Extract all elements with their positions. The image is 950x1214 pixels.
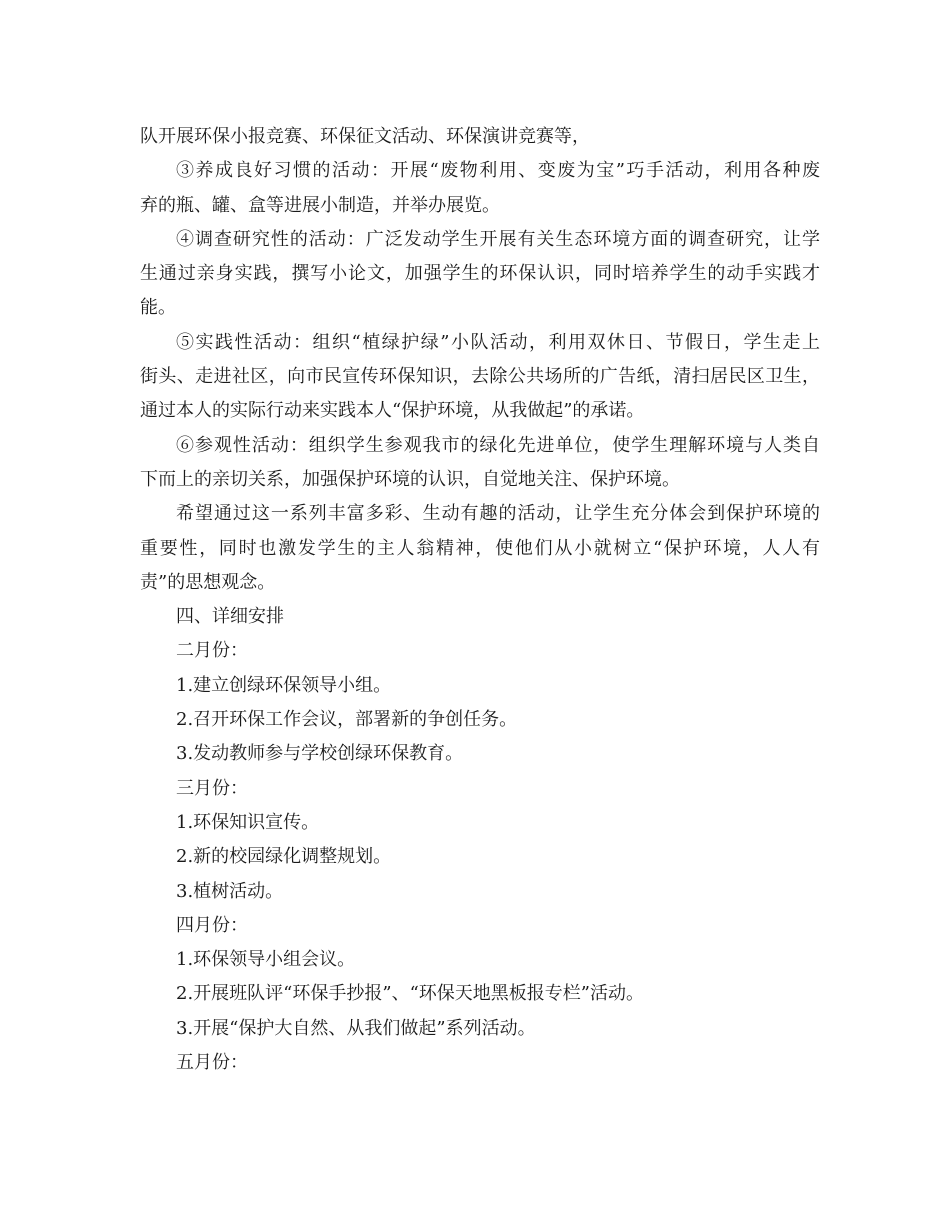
text-line: 下而上的亲切关系，加强保护环境的认识，自觉地关注、保护环境。 <box>140 468 680 490</box>
text-line: 队开展环保小报竞赛、环保征文活动、环保演讲竞赛等， <box>140 126 590 147</box>
text-line: ③养成良好习惯的活动：开展“废物利用、变废为宝”巧手活动，利用各种废 <box>176 160 820 182</box>
document-body <box>140 120 820 1080</box>
text-line: 希望通过这一系列丰富多彩、生动有趣的活动，让学生充分体会到保护环境的 <box>176 503 820 525</box>
text-line: 1.环保领导小组会议。 <box>176 949 356 971</box>
text-line: 2.开展班队评“环保手抄报”、“环保天地黑板报专栏”活动。 <box>176 983 644 1005</box>
text-line: 通过本人的实际行动来实践本人“保护环境，从我做起”的承诺。 <box>140 400 645 422</box>
text-line: 街头、走进社区，向市民宣传环保知识，去除公共场所的广告纸，清扫居民区卫生， <box>140 366 820 388</box>
text-line: 能。 <box>140 297 176 319</box>
text-line: 二月份： <box>176 640 248 662</box>
text-line: 三月份： <box>176 777 248 799</box>
text-line: 责”的思想观念。 <box>140 571 276 593</box>
text-line: 四、详细安排 <box>176 606 284 628</box>
text-line: ④调查研究性的活动：广泛发动学生开展有关生态环境方面的调查研究，让学 <box>176 228 820 250</box>
text-line: 2.召开环保工作会议，部署新的争创任务。 <box>176 709 518 731</box>
text-line: ⑤实践性活动：组织“植绿护绿”小队活动，利用双休日、节假日，学生走上 <box>176 331 820 353</box>
text-line: 3.发动教师参与学校创绿环保教育。 <box>176 743 464 765</box>
text-line: ⑥参观性活动：组织学生参观我市的绿化先进单位，使学生理解环境与人类自 <box>176 434 820 456</box>
text-line: 2.新的校园绿化调整规划。 <box>176 846 392 868</box>
text-line: 弃的瓶、罐、盒等进展小制造，并举办展览。 <box>140 194 500 216</box>
text-line: 四月份： <box>176 914 248 936</box>
text-line: 重要性，同时也激发学生的主人翁精神，使他们从小就树立“保护环境，人人有 <box>140 537 820 559</box>
text-line: 3.开展“保护大自然、从我们做起”系列活动。 <box>176 1017 536 1039</box>
text-line: 五月份： <box>176 1052 248 1074</box>
text-line: 1.环保知识宣传。 <box>176 811 320 833</box>
text-line: 3.植树活动。 <box>176 880 284 902</box>
text-line: 生通过亲身实践，撰写小论文，加强学生的环保认识，同时培养学生的动手实践才 <box>140 263 820 285</box>
text-line: 1.建立创绿环保领导小组。 <box>176 674 392 696</box>
